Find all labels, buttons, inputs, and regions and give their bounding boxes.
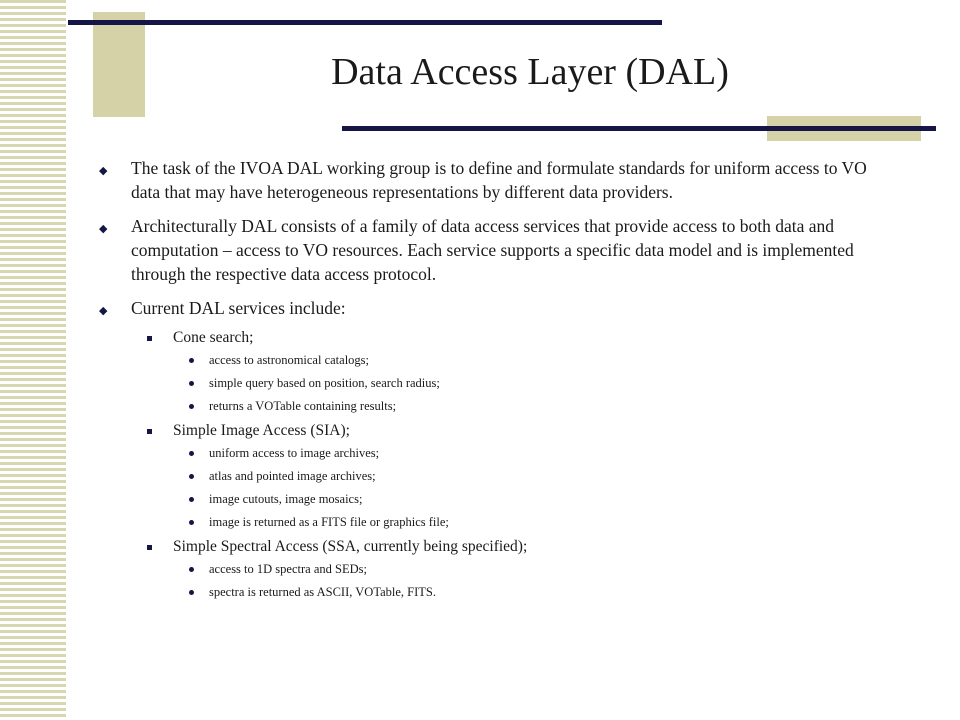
bullet-text: The task of the IVOA DAL working group is to define and formulate standards for uniform access to VO data that may have heterogeneous representations by different data providers. [131, 158, 867, 202]
service-detail [95, 584, 895, 601]
service-simple-image-access [95, 421, 895, 441]
square-bullet-icon [147, 336, 152, 341]
service-cone-search [95, 328, 895, 348]
service-detail [95, 352, 895, 369]
detail-text: access to 1D spectra and SEDs; [209, 562, 367, 576]
service-detail [95, 514, 895, 531]
detail-text: image cutouts, image mosaics; [209, 492, 363, 506]
dot-bullet-icon [189, 497, 194, 502]
decorative-block-top [93, 12, 145, 117]
service-detail [95, 398, 895, 415]
bullet-text: Architecturally DAL consists of a family of data access services that provide access to both data and computation – access to VO resources. Each service supports a specific data model and is implemented through the respective data access protocol. [131, 216, 854, 284]
service-detail [95, 561, 895, 578]
service-name: Simple Image Access (SIA); [173, 422, 350, 439]
detail-text: access to astronomical catalogs; [209, 353, 370, 367]
bullet-dal-task [95, 156, 895, 204]
detail-text: atlas and pointed image archives; [209, 469, 376, 483]
detail-text: spectra is returned as ASCII, VOTable, FITS. [209, 585, 436, 599]
diamond-bullet-icon: ◆ [99, 305, 108, 317]
service-detail [95, 375, 895, 392]
bullet-current-services [95, 296, 895, 320]
title-underline-rule [342, 126, 936, 131]
dot-bullet-icon [189, 474, 194, 479]
square-bullet-icon [147, 545, 152, 550]
dot-bullet-icon [189, 590, 194, 595]
service-detail [95, 491, 895, 508]
dot-bullet-icon [189, 404, 194, 409]
detail-text: simple query based on position, search radius; [209, 376, 440, 390]
bullet-text: Current DAL services include: [131, 298, 346, 318]
service-name: Simple Spectral Access (SSA, currently being specified); [173, 538, 528, 555]
detail-text: uniform access to image archives; [209, 446, 380, 460]
service-name: Cone search; [173, 329, 254, 346]
diamond-bullet-icon: ◆ [99, 223, 108, 235]
service-detail [95, 445, 895, 462]
bullet-dal-architecture [95, 214, 895, 286]
left-stripe-band [0, 0, 68, 720]
top-rule [68, 20, 662, 25]
diamond-bullet-icon: ◆ [99, 165, 108, 177]
dot-bullet-icon [189, 567, 194, 572]
square-bullet-icon [147, 429, 152, 434]
dot-bullet-icon [189, 520, 194, 525]
detail-text: returns a VOTable containing results; [209, 399, 397, 413]
service-detail [95, 468, 895, 485]
dot-bullet-icon [189, 381, 194, 386]
slide-content [95, 156, 895, 607]
service-simple-spectral-access [95, 537, 895, 557]
detail-text: image is returned as a FITS file or graphics file; [209, 515, 449, 529]
dot-bullet-icon [189, 451, 194, 456]
dot-bullet-icon [189, 358, 194, 363]
slide-title: Data Access Layer (DAL) [331, 51, 729, 93]
